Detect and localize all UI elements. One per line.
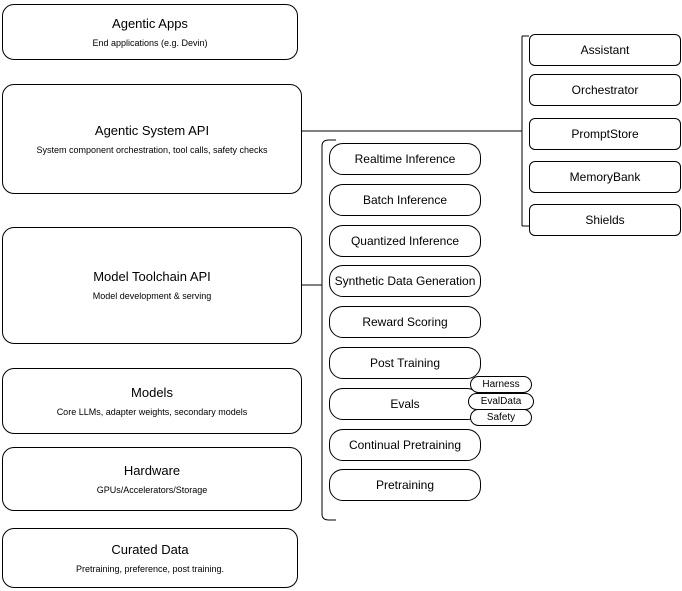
layer-model-toolchain-api[interactable] — [2, 227, 302, 344]
layer-models[interactable] — [2, 368, 302, 434]
node-label: Realtime Inference — [354, 151, 456, 166]
pill-label: Safety — [486, 411, 516, 423]
node-label: Batch Inference — [362, 192, 448, 207]
layer-hardware[interactable] — [2, 447, 302, 511]
layer-subtitle: End applications (e.g. Devin) — [92, 37, 208, 48]
node-label: MemoryBank — [569, 169, 641, 184]
node-pretraining[interactable] — [329, 469, 481, 501]
pill-safety[interactable] — [470, 409, 532, 426]
node-label: Reward Scoring — [362, 314, 448, 329]
node-quantized-inference[interactable] — [329, 225, 481, 257]
layer-subtitle: Model development & serving — [92, 291, 212, 301]
layer-agentic-system-api[interactable] — [2, 84, 302, 194]
layer-curated-data[interactable] — [2, 528, 298, 588]
node-assistant[interactable] — [529, 34, 681, 66]
pill-evaldata[interactable] — [468, 393, 534, 410]
node-continual-pretraining[interactable] — [329, 429, 481, 461]
node-reward-scoring[interactable] — [329, 306, 481, 338]
node-label: Assistant — [580, 42, 630, 57]
node-label: Shields — [585, 212, 625, 227]
layer-title: Agentic Apps — [112, 15, 188, 31]
pill-label: EvalData — [480, 395, 522, 407]
node-memorybank[interactable] — [529, 161, 681, 193]
node-realtime-inference[interactable] — [329, 143, 481, 175]
layer-subtitle: GPUs/Accelerators/Storage — [96, 484, 208, 495]
node-batch-inference[interactable] — [329, 184, 481, 216]
layer-subtitle: System component orchestration, tool calls, safety checks — [36, 144, 268, 155]
pill-harness[interactable] — [470, 376, 532, 393]
layer-title: Models — [131, 384, 173, 400]
layer-agentic-apps[interactable] — [2, 4, 298, 60]
layer-subtitle: Core LLMs, adapter weights, secondary models — [56, 406, 248, 417]
node-label: Orchestrator — [571, 82, 639, 97]
layer-title: Agentic System API — [94, 122, 210, 138]
node-post-training[interactable] — [329, 347, 481, 379]
node-promptstore[interactable] — [529, 118, 681, 150]
node-synthetic-data-generation[interactable] — [329, 265, 481, 297]
node-label: Evals — [390, 396, 420, 411]
node-shields[interactable] — [529, 204, 681, 236]
node-label: Continual Pretraining — [348, 437, 462, 452]
node-label: Post Training — [369, 355, 441, 370]
node-orchestrator[interactable] — [529, 74, 681, 106]
node-evals[interactable] — [329, 388, 481, 420]
node-label: Pretraining — [375, 477, 435, 492]
node-label: Quantized Inference — [350, 233, 460, 248]
node-label: PromptStore — [571, 126, 639, 141]
layer-title: Hardware — [123, 462, 181, 478]
layer-subtitle: Pretraining, preference, post training. — [75, 563, 225, 574]
layer-title: Curated Data — [111, 541, 189, 557]
layer-title: Model Toolchain API — [93, 269, 211, 284]
node-label: Synthetic Data Generation — [334, 273, 476, 288]
pill-label: Harness — [482, 378, 520, 390]
